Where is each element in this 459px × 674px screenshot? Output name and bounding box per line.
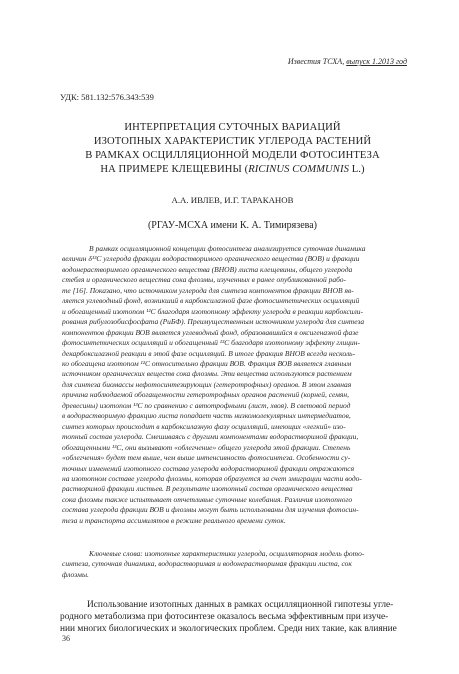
abstract-line: величин δ¹³С углерода фракции водорастворимого органического вещества (ВОВ) и фракции (62, 254, 360, 264)
keywords-line: Ключевые слова: изотопные характеристики углерода, осцилляторная модель фото- (89, 549, 365, 558)
title-line: В РАМКАХ ОСЦИЛЛЯЦИОННОЙ МОДЕЛИ ФОТОСИНТЕЗА (85, 150, 380, 161)
keywords-line: флоэмы. (62, 569, 89, 579)
abstract-line: компонентов фракции ВОВ является углеводный фонд, образовавшийся в оксигеназной фазе (62, 327, 359, 337)
abstract-line: те [16]. Показано, что источником углерода для синтеза компонентов фракции ВНОВ яв- (62, 285, 354, 295)
abstract-line: причина наблюдаемой обогащенности гетеротрофных органов растений (корней, семян, (62, 390, 349, 400)
title-prefix: НА ПРИМЕРЕ КЛЕЩЕВИНЫ ( (100, 164, 249, 175)
title-suffix: L.) (348, 164, 365, 175)
page-number: 36 (62, 634, 70, 643)
abstract-line: В рамках осцилляционной концепции фотосинтеза анализируется суточная динамика (89, 244, 366, 253)
udk-code: УДК: 581.132:576.343:539 (60, 92, 154, 102)
abstract-line: состава углерода фракции ВОВ и флоэмы могут быть использованы для изучения фотосин- (62, 505, 359, 515)
body-line: родного метаболизма при фотосинтезе оказалось весьма эффективным при изуче- (60, 612, 389, 623)
abstract-line: для синтеза биомассы нефотосинтезирующих (гетеротрофных) органов. В этом главная (62, 379, 352, 389)
abstract-line: сока флоэмы также испытывает отчетливые суточные колебания. Различия изотопного (62, 494, 353, 504)
abstract-line: ко обогащена изотопом ¹²С относительно фракции ВОВ. Фракция ВОВ является главным (62, 358, 352, 368)
body-paragraph (60, 599, 405, 636)
abstract (62, 244, 404, 526)
abstract-line: в водорастворимую фракцию листа попадает часть низкомолекулярных интермедиатов, (62, 411, 351, 421)
abstract-line: стебля и органического вещества сока флоэмы, изученных в ранее опубликованной рабо- (62, 275, 347, 285)
abstract-line: водонерастворимого органического вещества (ВНОВ) листа клещевины, общего углерода (62, 264, 353, 274)
abstract-line: ляется углеводный фонд, возникший в карбоксилазной фазе фотосинтетических осцилляций (62, 296, 360, 306)
abstract-line: на изотопном составе углерода флоэмы, которая образуется за счет эмиграции части водо- (62, 473, 362, 483)
journal-name: Известия ТСХА, (287, 57, 345, 66)
abstract-line: синтез которых происходит в карбоксилазную фазу осцилляций, имеющих «легкий» изо- (62, 421, 346, 431)
title-line: ИНТЕРПРЕТАЦИЯ СУТОЧНЫХ ВАРИАЦИЙ (124, 122, 341, 133)
abstract-line: растворимой фракции листьев. В результате изотопный состав органического вещества (62, 484, 353, 494)
body-line: Использование изотопных данных в рамках осцилляционной гипотезы угле- (87, 600, 394, 610)
abstract-line: «облегчения» будет тем выше, чем выше интенсивность фотосинтеза. Особенности су- (62, 453, 351, 463)
keywords-line: синтеза, суточная динамика, водорастворимая и водонерастворимая фракции листа, сок (62, 559, 352, 569)
issue-info: выпуск 1.2013 год (346, 57, 407, 66)
abstract-line: фотосинтетических осцилляций и обогащенный ¹³С благодаря изотопному эффекту глицин- (62, 338, 361, 348)
running-header (288, 57, 407, 66)
abstract-line: обогащенными ¹³С, они вызывают «облегчение» общего углерода этой фракции. Степень (62, 442, 351, 452)
title-latin-name: RICINUS COMMUNIS (248, 164, 349, 175)
abstract-line: древесины) изотопом ¹³С по сравнению с автотрофными (лист, хвоя). В световой период (62, 400, 351, 410)
abstract-line: теза и транспорта ассимилятов в режиме реального времени суток. (62, 515, 286, 525)
authors: А.А. ИВЛЕВ, И.Г. ТАРАКАНОВ (171, 195, 294, 205)
abstract-line: рования рибулозобисфосфата (РuБФ). Преимущественным источником углерода для синтеза (62, 317, 365, 327)
abstract-line: источником органических веществ сока флоэмы. Эти вещества используются растением (62, 369, 352, 379)
abstract-line: точных изменений изотопного состава углерода водорастворимой фракции отражаются (62, 463, 355, 473)
abstract-line: и обогащенный изотопом ¹²С благодаря изотопному эффекту углерода в реакции карбоксили- (62, 306, 364, 316)
title-line-last (60, 163, 405, 177)
title-line: ИЗОТОПНЫХ ХАРАКТЕРИСТИК УГЛЕРОДА РАСТЕНИЙ (93, 136, 372, 147)
body-line: нии многих биологических и экологических проблем. Среди них такие, как влияние (60, 624, 397, 635)
keywords (62, 549, 404, 580)
article-title (60, 121, 405, 177)
abstract-line: топный состав углерода. Смешиваясь с другими компонентами водорастворимой фракции, (62, 432, 359, 442)
affiliation: (РГАУ-МСХА имени К. А. Тимирязева) (147, 220, 318, 231)
abstract-line: декарбоксилазной реакции в этой фазе осцилляций. В итоге фракция ВНОВ всегда несколь- (62, 348, 356, 358)
